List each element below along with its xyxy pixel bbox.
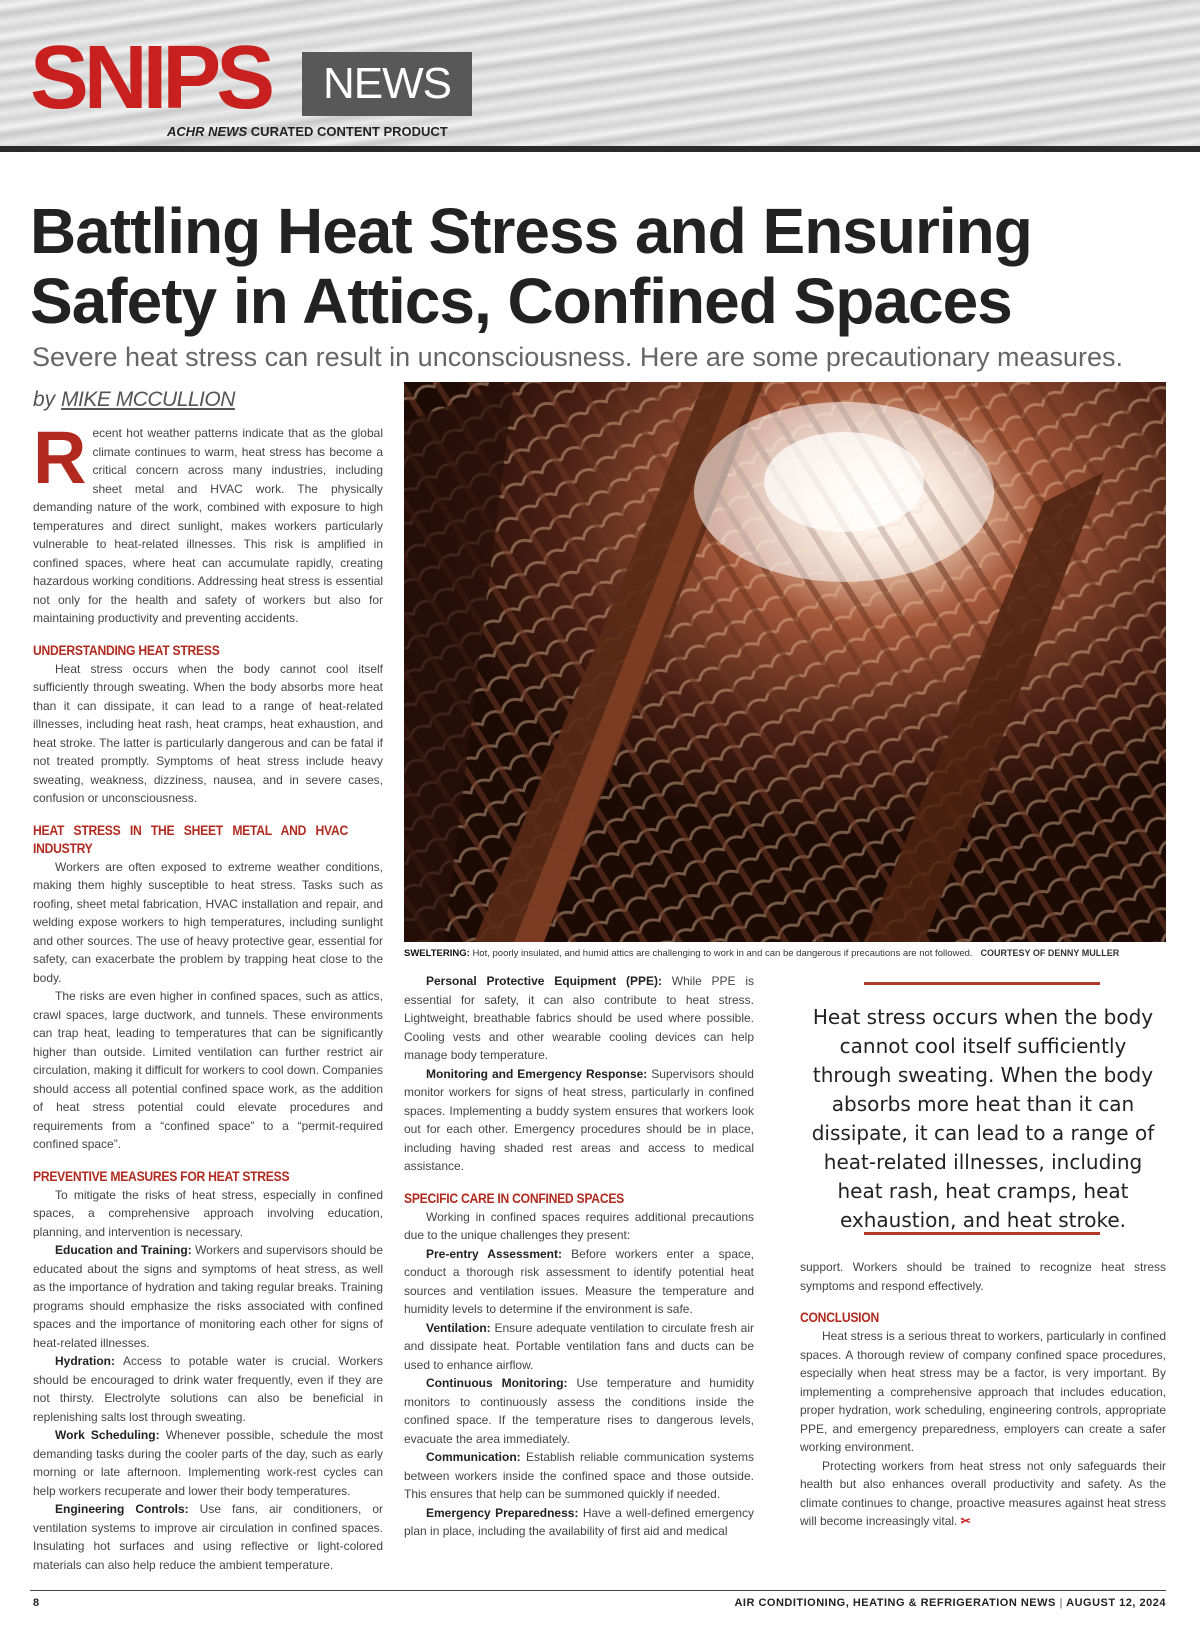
caption-label: SWELTERING: [404, 948, 470, 959]
monitoring-paragraph [404, 1065, 754, 1176]
right-column [800, 1258, 1166, 1531]
footer-publication-info [734, 1597, 1166, 1609]
caption-text: Hot, poorly insulated, and humid attics are challenging to work in and can be dangerous if precautions are not followed. [472, 948, 973, 959]
masthead [0, 0, 1200, 152]
hydration-text: Access to potable water is crucial. Workers should be encouraged to drink water frequently, even if they are not thirsty. Electrolyte solutions can also be beneficial in replenishing salts lost through sweating. [33, 1354, 384, 1424]
confined-intro-paragraph: Working in confined spaces requires additional precautions due to the unique challenges they present: [404, 1209, 754, 1242]
byline-prefix: by [33, 388, 56, 411]
ventilation-label: Ventilation: [426, 1320, 491, 1335]
ppe-paragraph [404, 972, 754, 1065]
emergency-paragraph [404, 1504, 754, 1541]
continuous-text: Use temperature and humidity monitors to continuously assess the conditions inside the confined space. If the temperature rises to dangerous levels, evacuate the area immediately. [404, 1376, 754, 1446]
section-heading-confined: SPECIFIC CARE IN CONFINED SPACES [404, 1190, 624, 1206]
continuous-paragraph [404, 1374, 754, 1448]
photo-caption [404, 946, 1174, 961]
conclusion-paragraph-1: Heat stress is a serious threat to workers, particularly in confined spaces. A thorough review of company confined space procedures, especially when heat stress may be a factor, is very important. By implementing a comprehensive approach that includes education, proper hydration, work scheduling, engineering controls, appropriate PPE, and emergency preparedness, employers can create a safer working environment. [800, 1329, 1166, 1454]
ppe-text: While PPE is essential for safety, it can also contribute to heat stress. Lightweight, breathable fabrics should be used where possible. Cooling vests and other wearable cooling devices can help manage body temperature. [404, 974, 754, 1062]
conclusion-paragraph-2 [800, 1457, 1166, 1531]
scheduling-paragraph [33, 1426, 383, 1500]
emergency-text: Have a well-defined emergency plan in place, including the availability of first aid and medical [404, 1505, 754, 1538]
byline [33, 388, 235, 412]
footer-separator: | [1059, 1597, 1064, 1609]
preentry-paragraph [404, 1245, 754, 1319]
section-heading-preventive: PREVENTIVE MEASURES FOR HEAT STRESS [33, 1168, 290, 1184]
footer-date: AUGUST 12, 2024 [1066, 1597, 1166, 1609]
communication-paragraph [404, 1448, 754, 1504]
article-title: Battling Heat Stress and Ensuring Safety in Attics, Confined Spaces [30, 195, 1032, 337]
pull-quote: Heat stress occurs when the body cannot cool itself sufficiently through sweating. When the body absorbs more heat than it can dissipate, it can lead to a range of heat-related illnesses, including heat rash, heat cramps, heat exhaustion, and heat stroke. [811, 1005, 1155, 1232]
attic-photo-illustration [404, 382, 1166, 942]
hydration-label: Hydration: [55, 1354, 115, 1368]
emergency-label: Emergency Preparedness: [426, 1505, 579, 1520]
photo-credit: COURTESY OF DENNY MULLER [980, 948, 1120, 958]
masthead-tagline [167, 124, 448, 139]
engineering-label: Engineering Controls: [55, 1502, 189, 1516]
engineering-paragraph [33, 1500, 383, 1574]
section-heading-industry: HEAT STRESS IN THE SHEET METAL AND HVAC INDUSTRY [33, 822, 348, 856]
conclusion-paragraph-2-text: Protecting workers from heat stress not only safeguards their health but also enhances overall productivity and safety. As the climate continues to change, proactive measures against heat stress will become increasingly vital. [800, 1458, 1166, 1528]
ventilation-paragraph [404, 1319, 754, 1375]
hydration-paragraph [33, 1352, 383, 1426]
preentry-text: Before workers enter a space, conduct a thorough risk assessment to identify potential heat sources and ventilation issues. Measure the temperature and humidity levels to determine if the environment is safe. [404, 1246, 755, 1316]
ventilation-text: Ensure adequate ventilation to circulate fresh air and dissipate heat. Portable ventilation fans and ducts can be used to enhance airflow. [404, 1320, 754, 1372]
article-subtitle: Severe heat stress can result in unconsciousness. Here are some precautionary measures. [32, 342, 1124, 372]
footer-rule [30, 1590, 1166, 1591]
monitoring-label: Monitoring and Emergency Response: [426, 1066, 648, 1081]
section1-paragraph: Heat stress occurs when the body cannot cool itself sufficiently through sweating. When the body absorbs more heat than it can dissipate, it can lead to a range of heat-related illnesses, including heat rash, heat cramps, heat exhaustion, and heat stroke. The latter is particularly dangerous and can be fatal if not treated promptly. Symptoms of heat stress include heavy sweating, weakness, dizziness, nausea, and in severe cases, confusion or unconsciousness. [33, 661, 383, 805]
communication-label: Communication: [426, 1450, 521, 1464]
education-text: Workers and supervisors should be educated about the signs and symptoms of heat stress, as well as the importance of hydration and taking regular breaks. Training programs should emphasize the risks associated with confined spaces and the importance of monitoring each other for signs of heat-related illnesses. [33, 1243, 383, 1350]
section2-paragraph-2: The risks are even higher in confined spaces, such as attics, crawl spaces, large ductwork, and tunnels. These environments can trap heat, leading to temperatures that can be significantly higher than outside. Limited ventilation can further restrict air circulation, making it difficult for workers to cool down. Companies should access all potential confined space work, as the addition of heat stress potential could elevate procedures and requirements from a “confined space” to a “permit-required confined space”. [33, 989, 383, 1151]
continuous-label: Continuous Monitoring: [426, 1376, 568, 1390]
preentry-label: Pre-entry Assessment: [426, 1246, 562, 1261]
intro-text: ecent hot weather patterns indicate that as the global climate continues to warm, heat stress has become a critical concern across many industries, including sheet metal and HVAC work. The physically demanding nature of the work, combined with exposure to high temperatures and direct sunlight, makes workers particularly vulnerable to heat-related illnesses. This risk is amplified in confined spaces, where heat can accumulate rapidly, creating hazardous working conditions. Addressing heat stress is essential not only for the health and safety of workers but also for maintaining productivity and preventing accidents. [33, 426, 383, 625]
section-heading-understanding: UNDERSTANDING HEAT STRESS [33, 642, 220, 658]
intro-paragraph [33, 416, 383, 628]
footer-publication: AIR CONDITIONING, HEATING & REFRIGERATION NEWS [734, 1597, 1056, 1609]
monitoring-text: Supervisors should monitor workers for signs of heat stress, particularly in confined spaces. Implementing a buddy system ensures that workers look out for each other. Emergency procedures should be in place, including having shaded rest areas and access to medical assistance. [404, 1066, 754, 1173]
news-logo-box: NEWS [302, 52, 472, 116]
communication-text: Establish reliable communication systems between workers inside the confined space and those outside. This ensures that help can be summoned quickly if needed. [404, 1450, 754, 1501]
ppe-label: Personal Protective Equipment (PPE): [426, 974, 663, 988]
middle-column [404, 972, 754, 1541]
section2-paragraph-1: Workers are often exposed to extreme weather conditions, making them highly susceptible to heat stress. Tasks such as roofing, sheet metal fabrication, HVAC installation and repair, and welding expose workers to high temperatures, including sunlight and other sources. The use of heavy protective gear, essential for safety, can exacerbate the problem by trapping heat close to the body. [33, 859, 383, 985]
page-number: 8 [33, 1597, 40, 1609]
author-name[interactable]: MIKE MCCULLION [61, 388, 235, 411]
left-column [33, 416, 384, 1574]
snips-logo: SNIPS [30, 28, 271, 128]
pull-quote-bottom-rule [864, 1232, 1100, 1235]
education-paragraph [33, 1241, 383, 1352]
section3-paragraph-1: To mitigate the risks of heat stress, especially in confined spaces, a comprehensive approach involving education, planning, and intervention is necessary. [33, 1187, 383, 1239]
section-heading-conclusion: CONCLUSION [800, 1310, 879, 1325]
scheduling-label: Work Scheduling: [55, 1428, 160, 1442]
pull-quote-top-rule [864, 982, 1100, 985]
scheduling-text: Whenever possible, schedule the most demanding tasks during the cooler parts of the day, such as early morning or late afternoon. Implementing work-rest cycles can help workers recuperate and lower their body temperatures. [33, 1428, 383, 1498]
engineering-text: Use fans, air conditioners, or ventilation systems to improve air circulation in confined spaces. Insulating hot surfaces and using reflective or light-colored materials can also help reduce the ambient temperature. [33, 1502, 383, 1572]
scissors-end-icon: ✂ [960, 1514, 971, 1528]
tagline-rest: CURATED CONTENT PRODUCT [250, 124, 448, 139]
education-label: Education and Training: [55, 1243, 192, 1257]
attic-photo [404, 382, 1166, 942]
continuation-paragraph: support. Workers should be trained to recognize heat stress symptoms and respond effectively. [800, 1260, 1166, 1293]
tagline-italic: ACHR NEWS [167, 124, 248, 139]
drop-cap: R [33, 416, 87, 499]
